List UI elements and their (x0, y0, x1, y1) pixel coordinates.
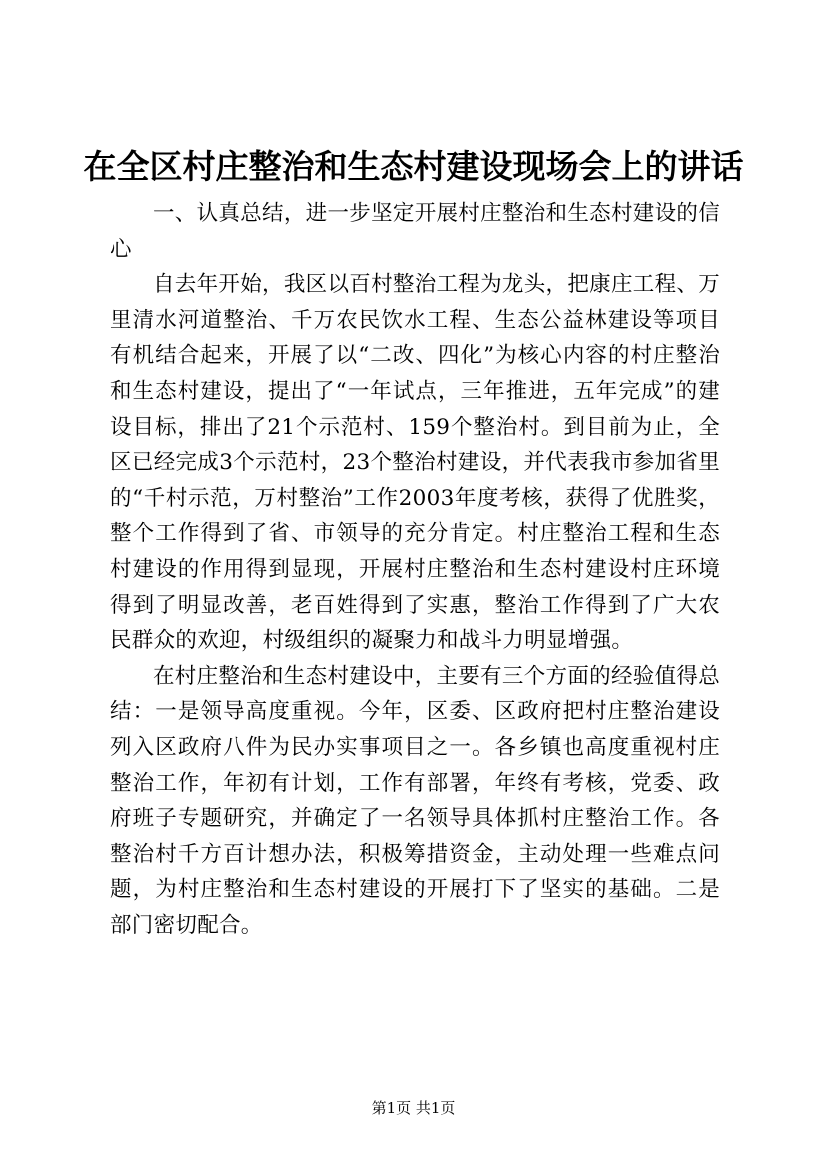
body-paragraph: 在村庄整治和生态村建设中，主要有三个方面的经验值得总结：一是领导高度重视。今年，区委、区政府把村庄整治建设列入区政府八件为民办实事项目之一。各乡镇也高度重视村庄整治工作，年初有计划，工作有部署，年终有考核，党委、政府班子专题研究，并确定了一名领导具体抓村庄整治工作。各整治村千方百计想办法，积极筹措资金，主动处理一些难点问题，为村庄整治和生态村建设的开展打下了坚实的基础。二是部门密切配合。 (110, 663, 720, 938)
body-paragraph: 自去年开始，我区以百村整治工程为龙头，把康庄工程、万里清水河道整治、千万农民饮水工程、生态公益林建设等项目有机结合起来，开展了以“二改、四化”为核心内容的村庄整治和生态村建设，提出了“一年试点，三年推进，五年完成”的建设目标，排出了21个示范村、159个整治村。到目前为止，全区已经完成3个示范村，23个整治村建设，并代表我市参加省里的“千村示范，万村整治”工作2003年度考核，获得了优胜奖，整个工作得到了省、市领导的充分肯定。村庄整治工程和生态村建设的作用得到显现，开展村庄整治和生态村建设村庄环境得到了明显改善，老百姓得到了实惠，整治工作得到了广大农民群众的欢迎，村级组织的凝聚力和战斗力明显增强。 (110, 272, 720, 654)
section-heading: 一、认真总结，进一步坚定开展村庄整治和生态村建设的信心 (110, 201, 720, 262)
page-number-footer: 第1页 共1页 (371, 1099, 456, 1117)
document-title: 在全区村庄整治和生态村建设现场会上的讲话 (83, 147, 744, 186)
document-body (110, 196, 720, 943)
